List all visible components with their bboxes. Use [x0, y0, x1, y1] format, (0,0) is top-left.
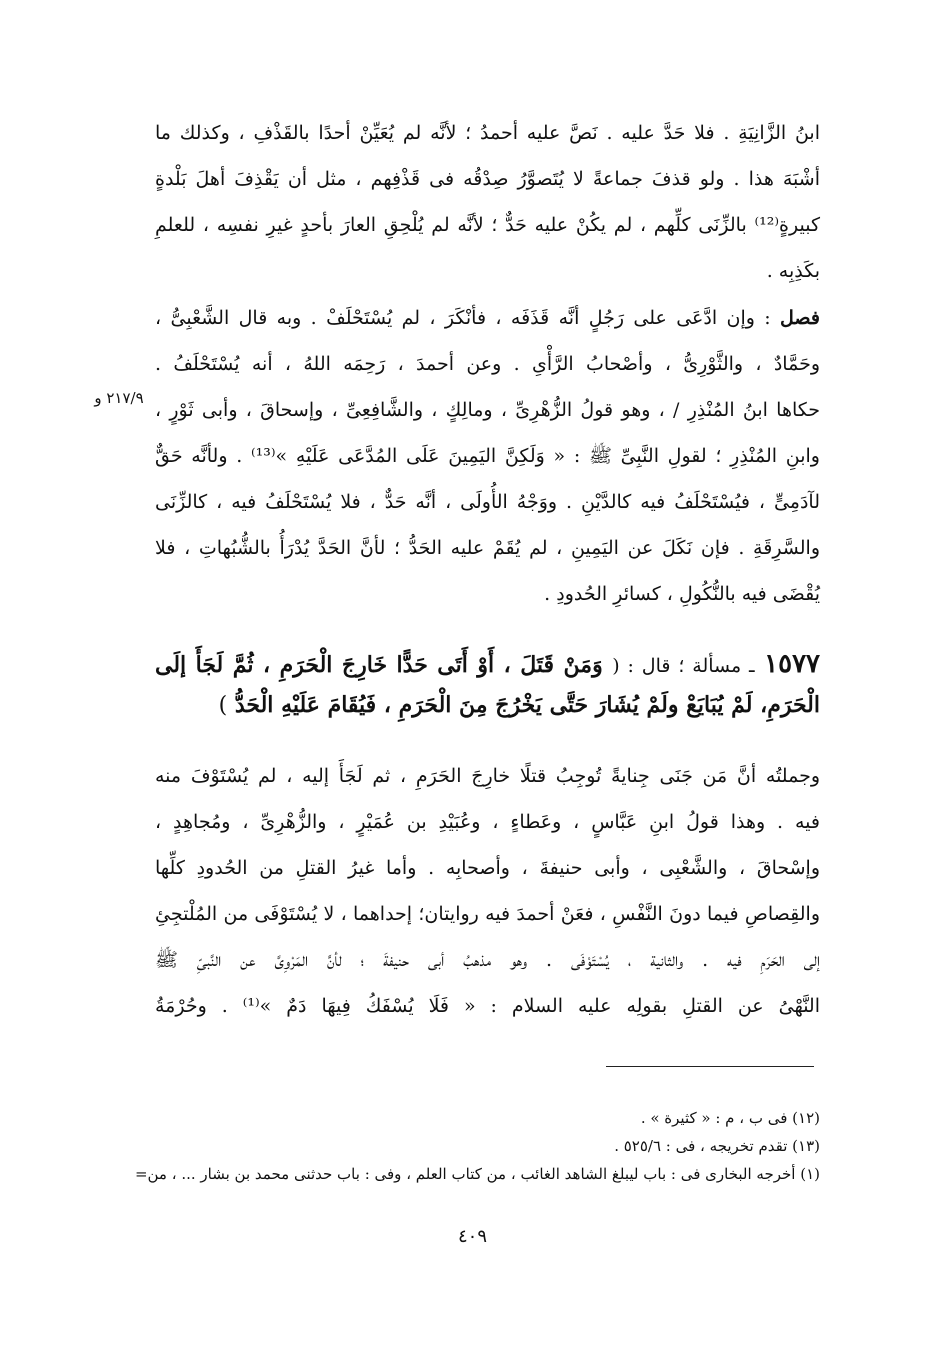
- footnote-12: (١٢) فى ب ، م : « كثيرة » .: [640, 1109, 820, 1127]
- fasl-text-1: : وإن ادَّعَى على رَجُلٍ أنَّه قَذَفَه ، فأنْكَرَ ، لم يُسْتَحْلَفْ . وبه قال الشَّعْبِىُّ ،: [155, 307, 771, 329]
- p1-line-1: ابنُ الزَّانِيَةِ . فلا حَدَّ عليه . نَصَّ عليه أحمدُ ؛ لأنَّه لم يُعَيِّنْ أحدًا بالقَذْفِ ، وكذلك ما: [155, 122, 820, 144]
- p2-line-3: وإسْحاقَ ، والشَّعْبِى ، وأبى حنيفةَ ، وأصحابِه . وأما غيرُ القتلِ من الحُدودِ كلِّها: [155, 857, 820, 879]
- p2-line-5: إلى الحَرَمِ فيه . والثانية ، يُسْتَوْفَى . وهو مذهبُ أبى حنيفةَ ؛ لأنَّ المَرْوِىَّ عن النَّبىِّ ﷺ: [155, 949, 820, 971]
- p2-line-6: النَّهْىُ عن القتلِ بقولِه عليه السلام : « فَلَا يُسْفَكُ فِيهَا دَمٌ »⁽¹⁾ . وحُرْمَةُ: [155, 995, 820, 1017]
- fasl-line-2: وحَمَّادٌ ، والثَّوْرِىُّ ، وأصْحابُ الرَّأْىِ . وعن أحمدَ ، رَحِمَه اللهُ ، أنه يُسْتَحْلَفُ .: [155, 353, 820, 375]
- masala-heading-line-1: [155, 649, 820, 681]
- masala-text-2: الْحَرَمِ، لَمْ يُبَايَعْ ولَمْ يُشَارَ حَتَّى يَخْرُجَ مِنَ الْحَرَمِ ، فَيُقَامَ عَلَيْهِ الْحَدُّ: [234, 692, 820, 718]
- fasl-line-4: وابنِ المُنْذِرِ ؛ لقولِ النَّبِىِّ ﷺ : « وَلَكِنَّ اليَمِينَ عَلَى المُدَّعَى عَلَيْهِ »⁽¹³⁾ . ولأنَّه حَقٌّ: [155, 445, 820, 467]
- fasl-line-1: [155, 306, 820, 330]
- masala-number: ١٥٧٧: [764, 649, 820, 679]
- masala-suffix: ): [218, 693, 228, 718]
- masala-prefix: ـ مسألة ؛ قال : (: [612, 655, 755, 677]
- page-number: ٤٠٩: [457, 1226, 487, 1247]
- fasl-line-3: حكاها ابنُ المُنْذِرِ / ، وهو قولُ الزُّهْرِىِّ ، ومالِكٍ ، والشَّافِعِىِّ ، وإسحاقَ ، وأبى ثَوْرٍ ،: [155, 399, 820, 421]
- masala-heading-line-2: [155, 690, 820, 721]
- folio-margin-note: ٢١٧/٩ و: [94, 389, 144, 407]
- fasl-line-5: لآدَمِىٍّ ، فيُسْتَحْلَفُ فيه كالدَّيْنِ . ووَجْهُ الأُولَى ، أنَّه حَدٌّ ، فلا يُسْتَحْلَفُ فيه ، كالزِّنَى: [155, 491, 820, 513]
- p2-line-2: فيه . وهذا قولُ ابنِ عَبَّاسٍ ، وعَطاءٍ ، وعُبَيْدِ بن عُمَيْرٍ ، والزُّهْرِىِّ ، ومُجاهِدٍ ،: [155, 811, 820, 833]
- fasl-label: فصل: [780, 307, 820, 329]
- p2-line-1: وجملتُه أنَّ مَن جَنَى جِنايةً تُوجِبُ قتلًا خارِجَ الحَرَمِ ، ثم لَجَأَ إليه ، لم يُسْتَوْفَ منه: [155, 765, 820, 787]
- p2-line-4: والقِصاصِ فيما دونَ النَّفْسِ ، فعَنْ أحمدَ فيه روايتان؛ إحداهما ، لا يُسْتَوْفَى من المُلْتجِئِ: [155, 903, 820, 925]
- masala-text-1: وَمَنْ قَتَلَ ، أَوْ أَتَى حَدًّا خَارِجَ الْحَرَمِ ، ثُمَّ لَجَأَ إلَى: [155, 652, 603, 678]
- p1-line-4: بكَذِبِه .: [766, 260, 820, 282]
- p1-line-2: أشْبَهَ هذا . ولو قذفَ جماعةً لا يُتَصوَّرُ صِدْقُه فى قَذْفِهم ، مثل أن يَقْذِفَ أهلَ بَلْدةٍ: [155, 168, 820, 190]
- footnote-13: (١٣) تقدم تخريجه ، فى : ٥٢٥/٦ .: [614, 1137, 820, 1155]
- footnote-separator: [606, 1066, 814, 1067]
- p1-line-3: كبيرةٍ⁽¹²⁾ بالزِّنَى كلِّهم ، لم يكُنْ عليه حَدٌّ ؛ لأنَّه لم يُلْحِقِ العارَ بأحدٍ غيرِ نفسِه ، للعلمِ: [155, 214, 820, 236]
- footnote-1: (١) أخرجه البخارى فى : باب ليبلغ الشاهد الغائب ، من كتاب العلم ، وفى : باب حدثنى محمد بن بشار ... ، من=: [134, 1165, 820, 1183]
- fasl-line-7: يُقْضَى فيه بالنُّكُولِ ، كسائرِ الحُدودِ .: [544, 583, 820, 605]
- fasl-line-6: والسَّرِقَةِ . فإن نَكَلَ عن اليَمِينِ ، لم يُقَمْ عليه الحَدُّ ؛ لأنَّ الحَدَّ يُدْرَأُ بالشُّبُهاتِ ، فلا: [155, 537, 820, 559]
